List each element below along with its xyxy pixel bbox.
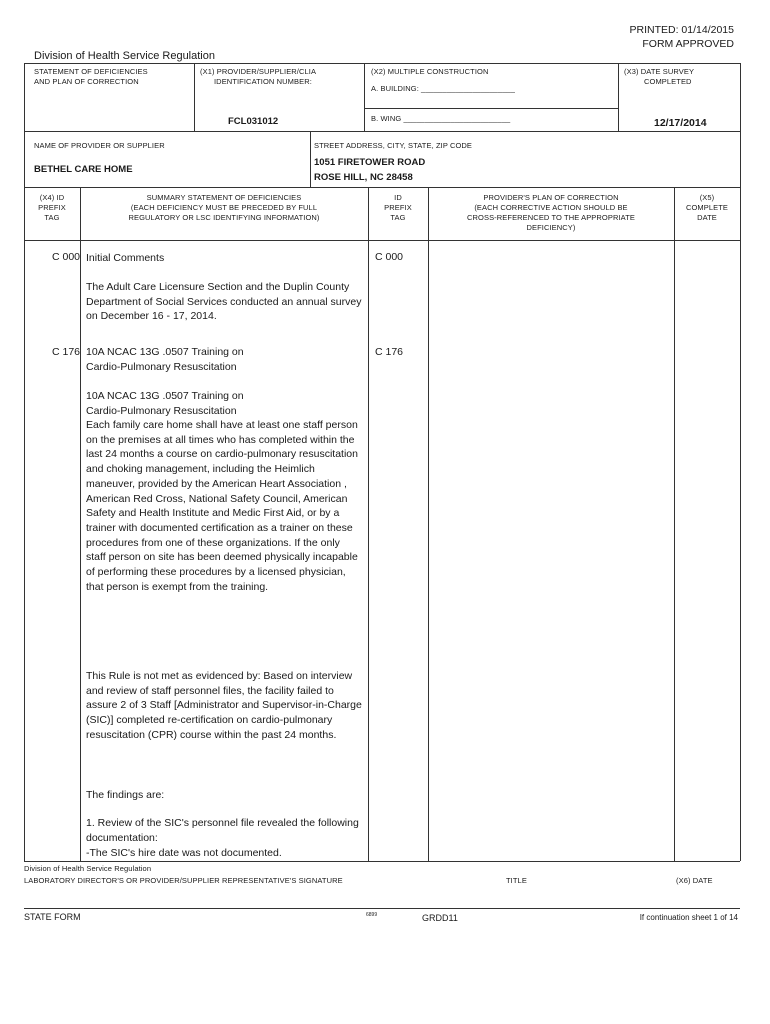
x3-label-2: COMPLETED [644, 77, 692, 86]
event-id: GRDD11 [422, 913, 458, 923]
c000-right-tag: C 000 [375, 251, 404, 263]
summary-header-1: SUMMARY STATEMENT OF DEFICIENCIES [146, 193, 302, 202]
c176-title-2: Cardio-Pulmonary Resuscitation [86, 361, 237, 373]
footer-bottom-line [24, 908, 740, 909]
provider-divider [310, 131, 311, 187]
provider-block-bottom [24, 187, 740, 188]
id-header-1: ID [394, 193, 402, 202]
x1-provider-id: FCL031012 [228, 116, 279, 127]
x3-label-1: (X3) DATE SURVEY [624, 67, 695, 76]
top-block-bottom [24, 131, 740, 132]
signature-label: LABORATORY DIRECTOR'S OR PROVIDER/SUPPLIER REPRESENTATIVE'S SIGNATURE [24, 876, 343, 885]
x5-header-2: COMPLETE [685, 203, 729, 212]
printed-date: PRINTED: 01/14/2015 [629, 24, 734, 36]
x1-label-2: IDENTIFICATION NUMBER: [214, 77, 312, 86]
not-met-paragraph: This Rule is not met as evidenced by: Based on interview and review of staff personnel files, the facility failed to assure 2 of 3 Staff [Administrator and Supervisor-in-Charge (SIC)] completed re-certification on cardio-pulmonary resuscitation (CPR) course within the past 24 months. [86, 670, 362, 741]
x1-divider [194, 63, 195, 131]
finding-1-sub: -The SIC's hire date was not documented. [86, 847, 282, 859]
statement-label-2: AND PLAN OF CORRECTION [34, 77, 139, 86]
address-label: STREET ADDRESS, CITY, STATE, ZIP CODE [314, 141, 473, 150]
plan-header-3: CROSS-REFERENCED TO THE APPROPRIATE [467, 213, 635, 222]
summary-header-3: REGULATORY OR LSC IDENTIFYING INFORMATION) [128, 213, 320, 222]
building-label: A. BUILDING: ______________________ [371, 84, 516, 93]
col-divider-3 [428, 187, 429, 861]
x5-header-1: (X5) [699, 193, 715, 202]
footer-top-line [24, 861, 740, 862]
x6-date-label: (X6) DATE [676, 876, 713, 885]
form-status: FORM APPROVED [642, 38, 734, 50]
building-divider [364, 108, 618, 109]
c000-title: Initial Comments [86, 252, 165, 264]
wing-label: B. WING _________________________ [371, 114, 511, 123]
address-line-1: 1051 FIRETOWER ROAD [314, 157, 426, 168]
col-divider-2 [368, 187, 369, 861]
id-header-3: TAG [390, 213, 406, 222]
address-line-2: ROSE HILL, NC 28458 [314, 172, 413, 183]
x4-header-1: (X4) ID [39, 193, 65, 202]
findings-label: The findings are: [86, 789, 165, 801]
provider-name-label: NAME OF PROVIDER OR SUPPLIER [34, 141, 165, 150]
c176-tag: C 176 [52, 346, 81, 358]
col-divider-1 [80, 187, 81, 861]
summary-header-2: (EACH DEFICIENCY MUST BE PRECEDED BY FULL [130, 203, 318, 212]
continuation-sheet: If continuation sheet 1 of 14 [639, 913, 738, 922]
x2-label: (X2) MULTIPLE CONSTRUCTION [371, 67, 489, 76]
footer-division: Division of Health Service Regulation [24, 864, 152, 873]
id-header-2: PREFIX [384, 203, 412, 212]
rule-text: Each family care home shall have at least one staff person on the premises at all times who has completed within the last 24 months a course on cardio-pulmonary resuscitation and choking management, including the Heimlich maneuver, provided by the American Heart Association , American Red Cross, National Safety Council, American Safety and Health Institute and Medic First Aid, or by a trainer with documented certification as a trainer on these procedures from one of these organizations. If the only staff person on site has been deemed physically incapable of performing these procedures by a licensed physician, that person is exempt from the training. [86, 419, 358, 593]
column-header-bottom [24, 240, 740, 241]
state-form-label: STATE FORM [24, 912, 81, 922]
c176-title-1: 10A NCAC 13G .0507 Training on [86, 346, 244, 358]
division-title: Division of Health Service Regulation [34, 50, 215, 62]
plan-header-4: DEFICIENCY) [526, 223, 576, 232]
x4-header-3: TAG [44, 213, 60, 222]
x3-divider [618, 63, 619, 131]
right-border [740, 63, 741, 861]
col-divider-4 [674, 187, 675, 861]
top-border [24, 63, 740, 64]
x5-header-3: DATE [697, 213, 717, 222]
x2-divider [364, 63, 365, 131]
left-border [24, 63, 25, 861]
finding-1: 1. Review of the SIC's personnel file revealed the following documentation: [86, 817, 359, 844]
plan-header-1: PROVIDER'S PLAN OF CORRECTION [483, 193, 619, 202]
x4-header-2: PREFIX [38, 203, 66, 212]
plan-header-2: (EACH CORRECTIVE ACTION SHOULD BE [474, 203, 628, 212]
statement-label-1: STATEMENT OF DEFICIENCIES [34, 67, 148, 76]
title-label: TITLE [506, 876, 527, 885]
c176-right-tag: C 176 [375, 346, 404, 358]
c000-tag: C 000 [52, 251, 81, 263]
rule-heading-2: Cardio-Pulmonary Resuscitation [86, 405, 237, 417]
intro-paragraph: The Adult Care Licensure Section and the Duplin County Department of Social Services conducted an annual survey on December 16 - 17, 2014. [86, 281, 362, 323]
form-number: 6899 [366, 912, 378, 918]
survey-completed-date: 12/17/2014 [654, 117, 707, 129]
provider-name: BETHEL CARE HOME [34, 164, 133, 175]
rule-heading-1: 10A NCAC 13G .0507 Training on [86, 390, 244, 402]
x1-label-1: (X1) PROVIDER/SUPPLIER/CLIA [200, 67, 317, 76]
